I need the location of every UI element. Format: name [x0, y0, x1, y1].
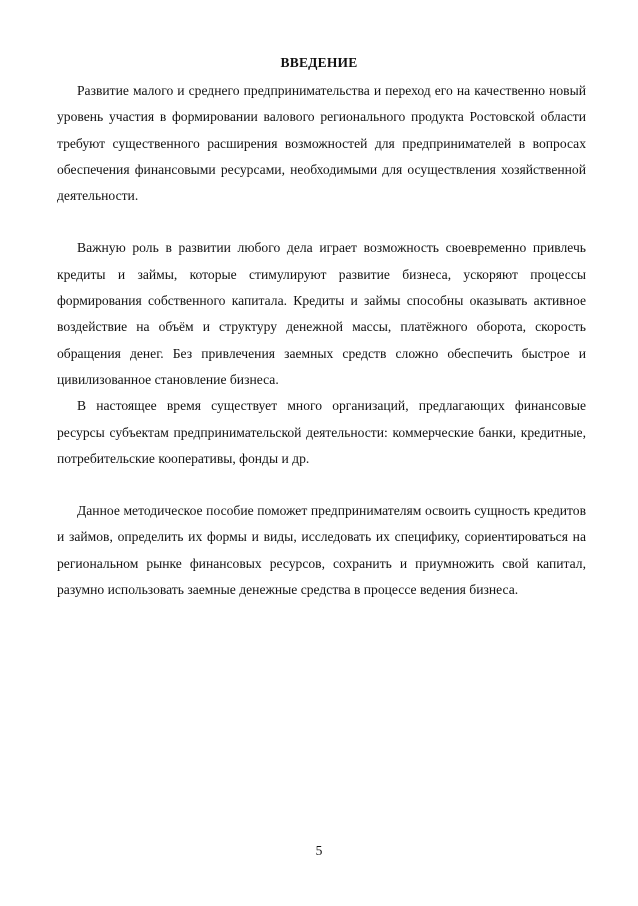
- page-number: 5: [315, 843, 323, 858]
- paragraph-organizations: В настоящее время существует много организаций, предлагающих финансовые ресурсы субъектам предпринимательской деятельности: коммерческие банки, кредитные, потребительские кооперативы, фонды и др.: [57, 398, 586, 466]
- body-text: [57, 78, 586, 603]
- paragraph-credits-role: Важную роль в развитии любого дела играет возможность своевременно привлечь кредиты и займы, которые стимулируют развитие бизнеса, ускоряют процессы формирования собственного капитала. Кредиты и займы способны оказывать активное воздействие на объём и структуру денежной массы, платёжного оборота, скорость обращения денег. Без привлечения заемных средств сложно обеспечить быстрое и цивилизованное становление бизнеса.: [57, 240, 586, 387]
- page-title: ВВЕДЕНИЕ: [280, 55, 358, 70]
- paragraph-intro: Развитие малого и среднего предпринимательства и переход его на качественно новый уровень участия в формировании валового регионального продукта Ростовской области требуют существенного расширения возможностей для предпринимателей в вопросах обеспечения финансовыми ресурсами, необходимыми для осуществления хозяйственной деятельности.: [57, 83, 586, 204]
- paragraph-manual-purpose: Данное методическое пособие поможет предпринимателям освоить сущность кредитов и займов, определить их формы и виды, исследовать их специфику, сориентироваться на региональном рынке финансовых ресурсов, сохранить и приумножить свой капитал, разумно использовать заемные денежные средства в процессе ведения бизнеса.: [57, 503, 586, 598]
